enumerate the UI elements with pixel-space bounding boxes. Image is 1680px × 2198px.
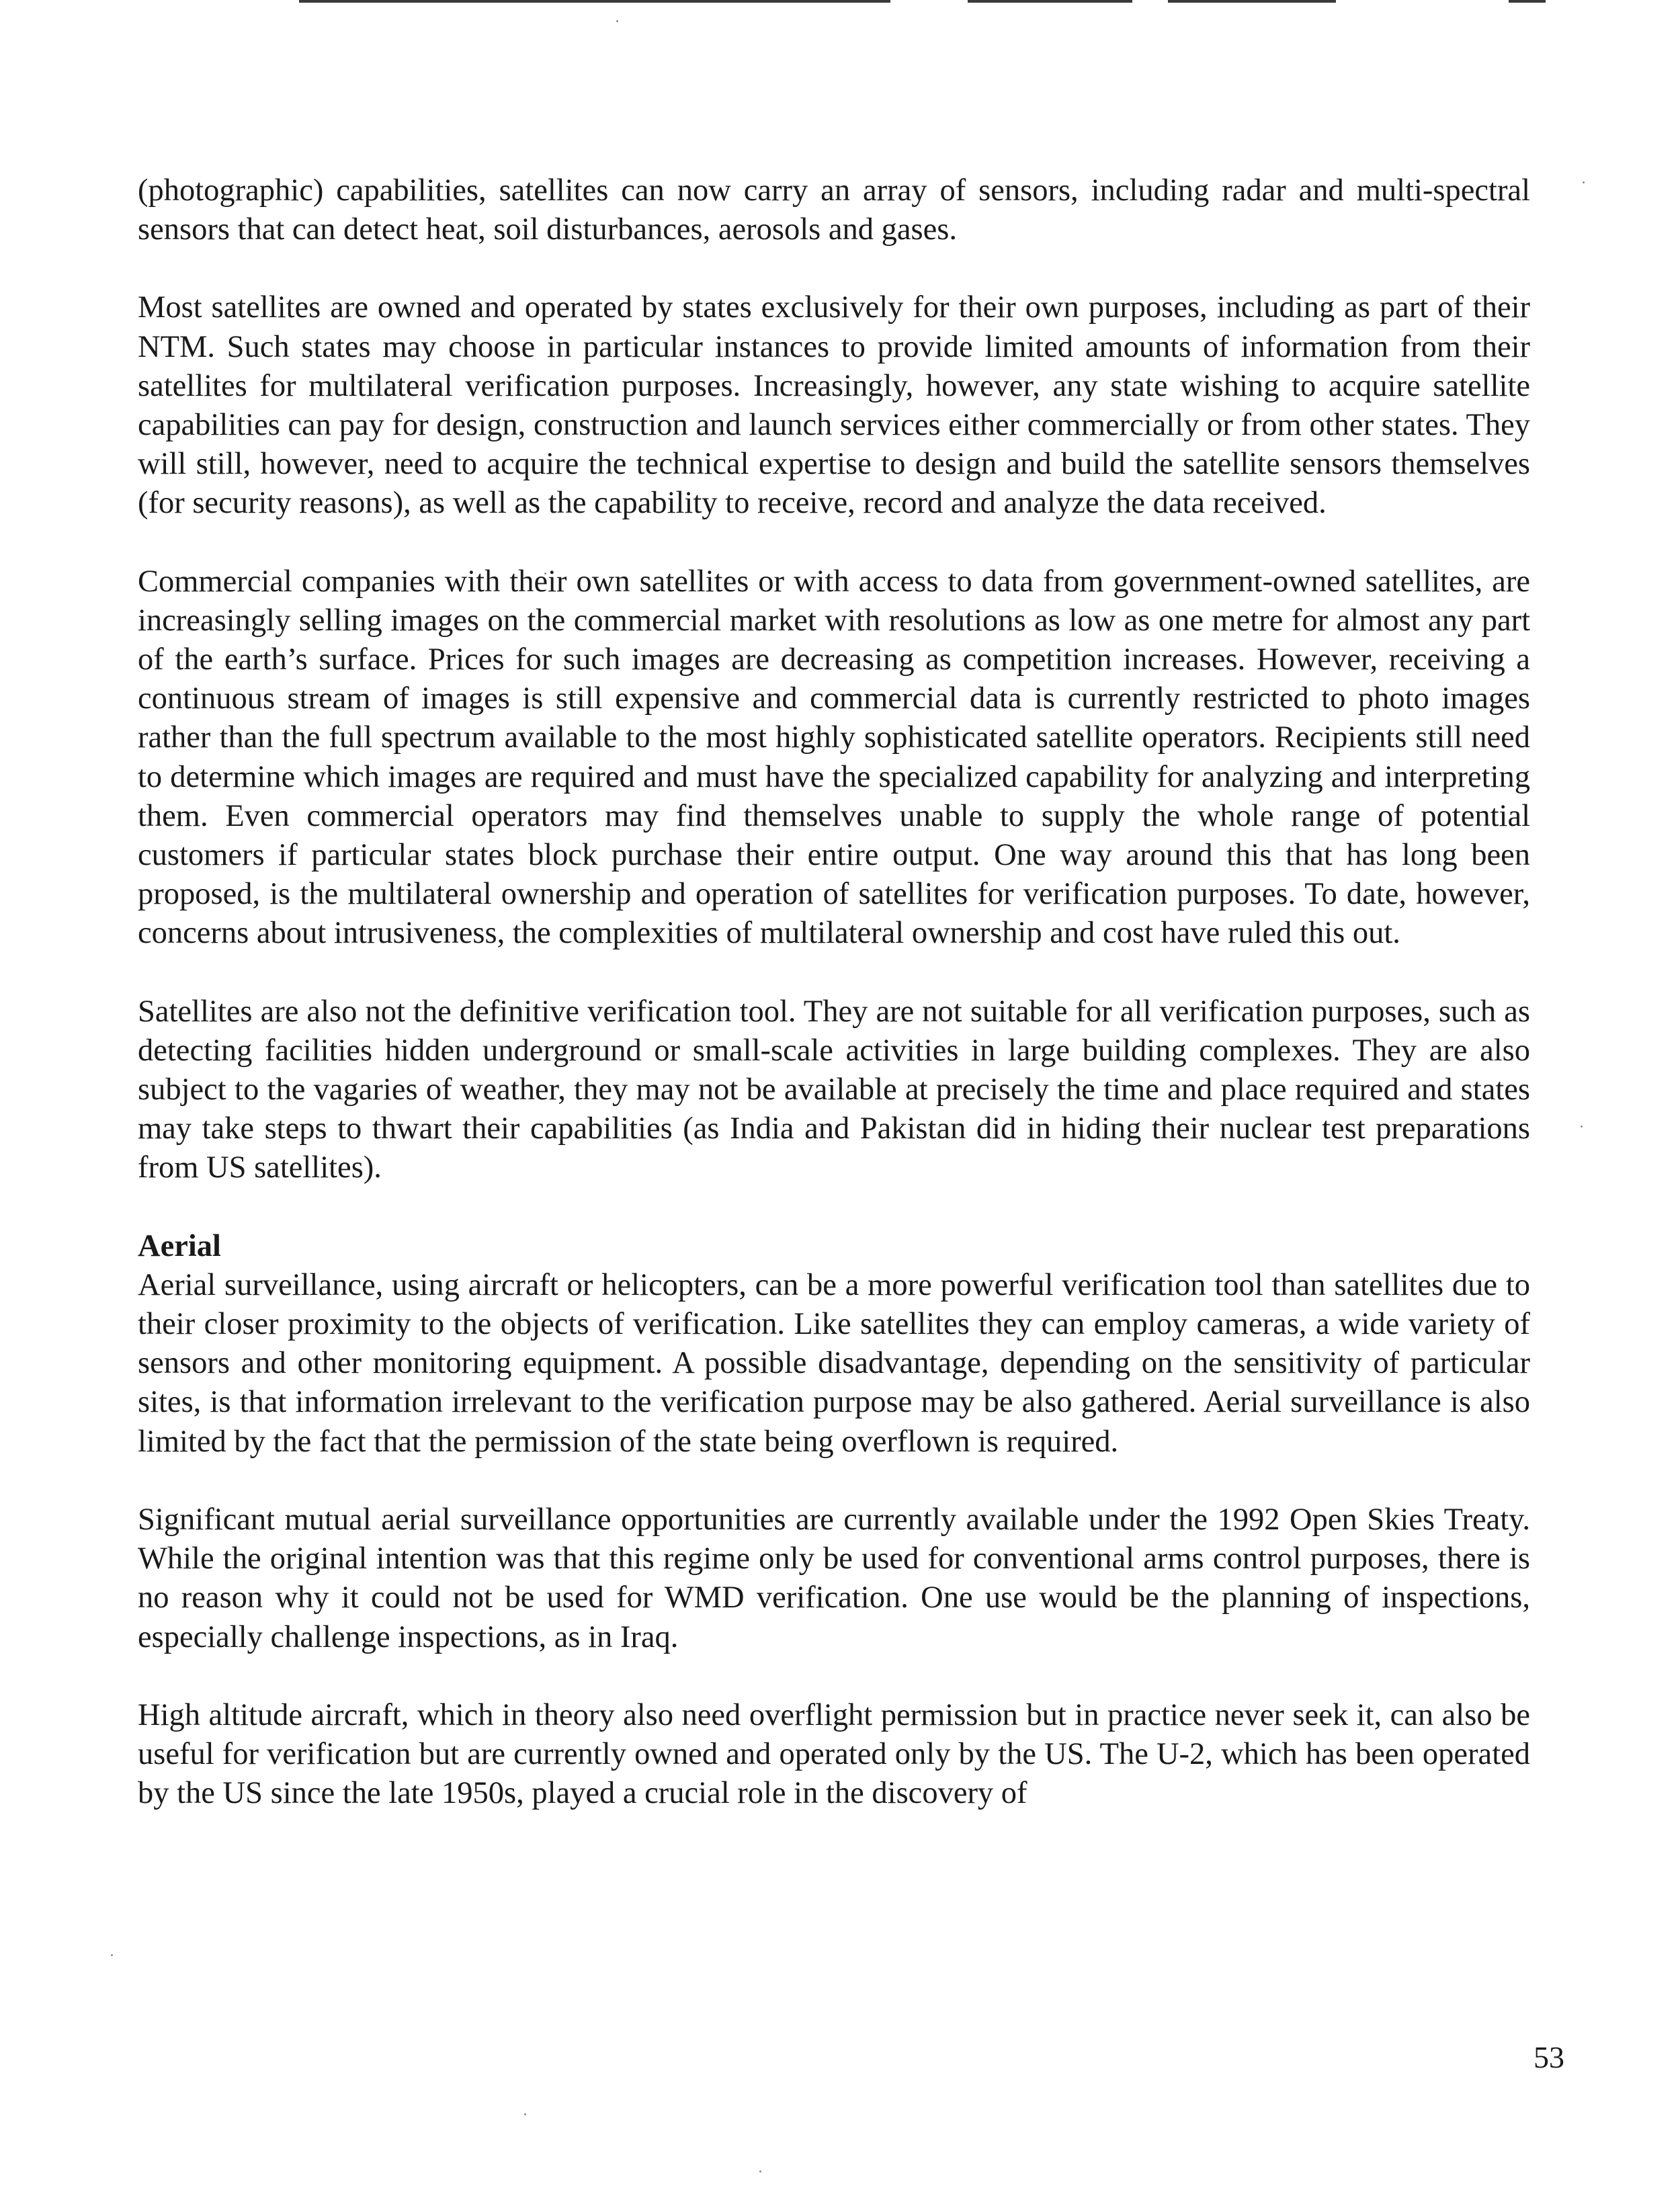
scan-speck bbox=[759, 2170, 761, 2172]
scan-edge-line bbox=[1168, 0, 1336, 3]
body-paragraph: Commercial companies with their own satellites or with access to data from government-owned satellites, are increasingly selling images on the commercial market with resolutions as low as one metre for almost any part of the earth’s surface. Prices for such images are decreasing as competition increases. However, receiving a continuous stream of images is still expensive and commercial data is currently restricted to photo images rather than the full spectrum available to the most highly sophisticated satellite operators. Recipients still need to determine which images are required and must have the specialized capability for analyzing and interpreting them. Even commercial operators may find themselves unable to supply the whole range of potential customers if particular states block purchase their entire output. One way around this that has long been proposed, is the multilateral ownership and operation of satellites for verification purposes. To date, however, concerns about intrusiveness, the complexities of multilateral ownership and cost have ruled this out. bbox=[138, 564, 1530, 951]
body-paragraph: High altitude aircraft, which in theory also need overflight permission but in practice never seek it, can also be useful for verification but are currently owned and operated only by the US. The U-2, which has been operated by the US since the late 1950s, played a crucial role in the discovery of bbox=[138, 1697, 1530, 1811]
body-paragraph: Satellites are also not the definitive verification tool. They are not suitable for all verification purposes, such as detecting facilities hidden underground or small-scale activities in large building complexes. They are also subject to the vagaries of weather, they may not be available at precisely the time and place required and states may take steps to thwart their capabilities (as India and Pakistan did in hiding their nuclear test preparations from US satellites). bbox=[138, 994, 1530, 1185]
section-heading-aerial: Aerial bbox=[138, 1228, 221, 1263]
scan-speck bbox=[1581, 1126, 1583, 1128]
scan-edge-line bbox=[968, 0, 1132, 3]
scan-speck bbox=[1583, 181, 1585, 183]
body-paragraph: Most satellites are owned and operated by states exclusively for their own purposes, including as part of their NTM. Such states may choose in particular instances to provide limited amounts of information from their satellites for multilateral verification purposes. Increasingly, however, any state wishing to acquire satellite capabilities can pay for design, construction and launch services either commercially or from other states. They will still, however, need to acquire the technical expertise to design and build the satellite sensors themselves (for security reasons), as well as the capability to receive, record and analyze the data received. bbox=[138, 290, 1530, 521]
page-number: 53 bbox=[1534, 2040, 1564, 2074]
body-paragraph: (photographic) capabilities, satellites can now carry an array of sensors, including radar and multi-spectral sensors that can detect heat, soil disturbances, aerosols and gases. bbox=[138, 173, 1530, 247]
scan-speck bbox=[524, 2113, 526, 2115]
scan-edge-line bbox=[299, 0, 890, 3]
scan-edge-line bbox=[1509, 0, 1546, 3]
page-body bbox=[138, 171, 1530, 1852]
scan-speck bbox=[111, 1954, 113, 1956]
body-paragraph: Significant mutual aerial surveillance opportunities are currently available under the 1992 Open Skies Treaty. While the original intention was that this regime only be used for conventional arms control purposes, there is no reason why it could not be used for WMD verification. One use would be the planning of inspections, especially challenge inspections, as in Iraq. bbox=[138, 1502, 1530, 1654]
scan-speck bbox=[616, 20, 618, 22]
body-paragraph: Aerial surveillance, using aircraft or helicopters, can be a more powerful verification tool than satellites due to their closer proximity to the objects of verification. Like satellites they can employ cameras, a wide variety of sensors and other monitoring equipment. A possible disadvantage, depending on the sensitivity of particular sites, is that information irrelevant to the verification purpose may be also gathered. Aerial surveillance is also limited by the fact that the permission of the state being overflown is required. bbox=[138, 1267, 1530, 1459]
